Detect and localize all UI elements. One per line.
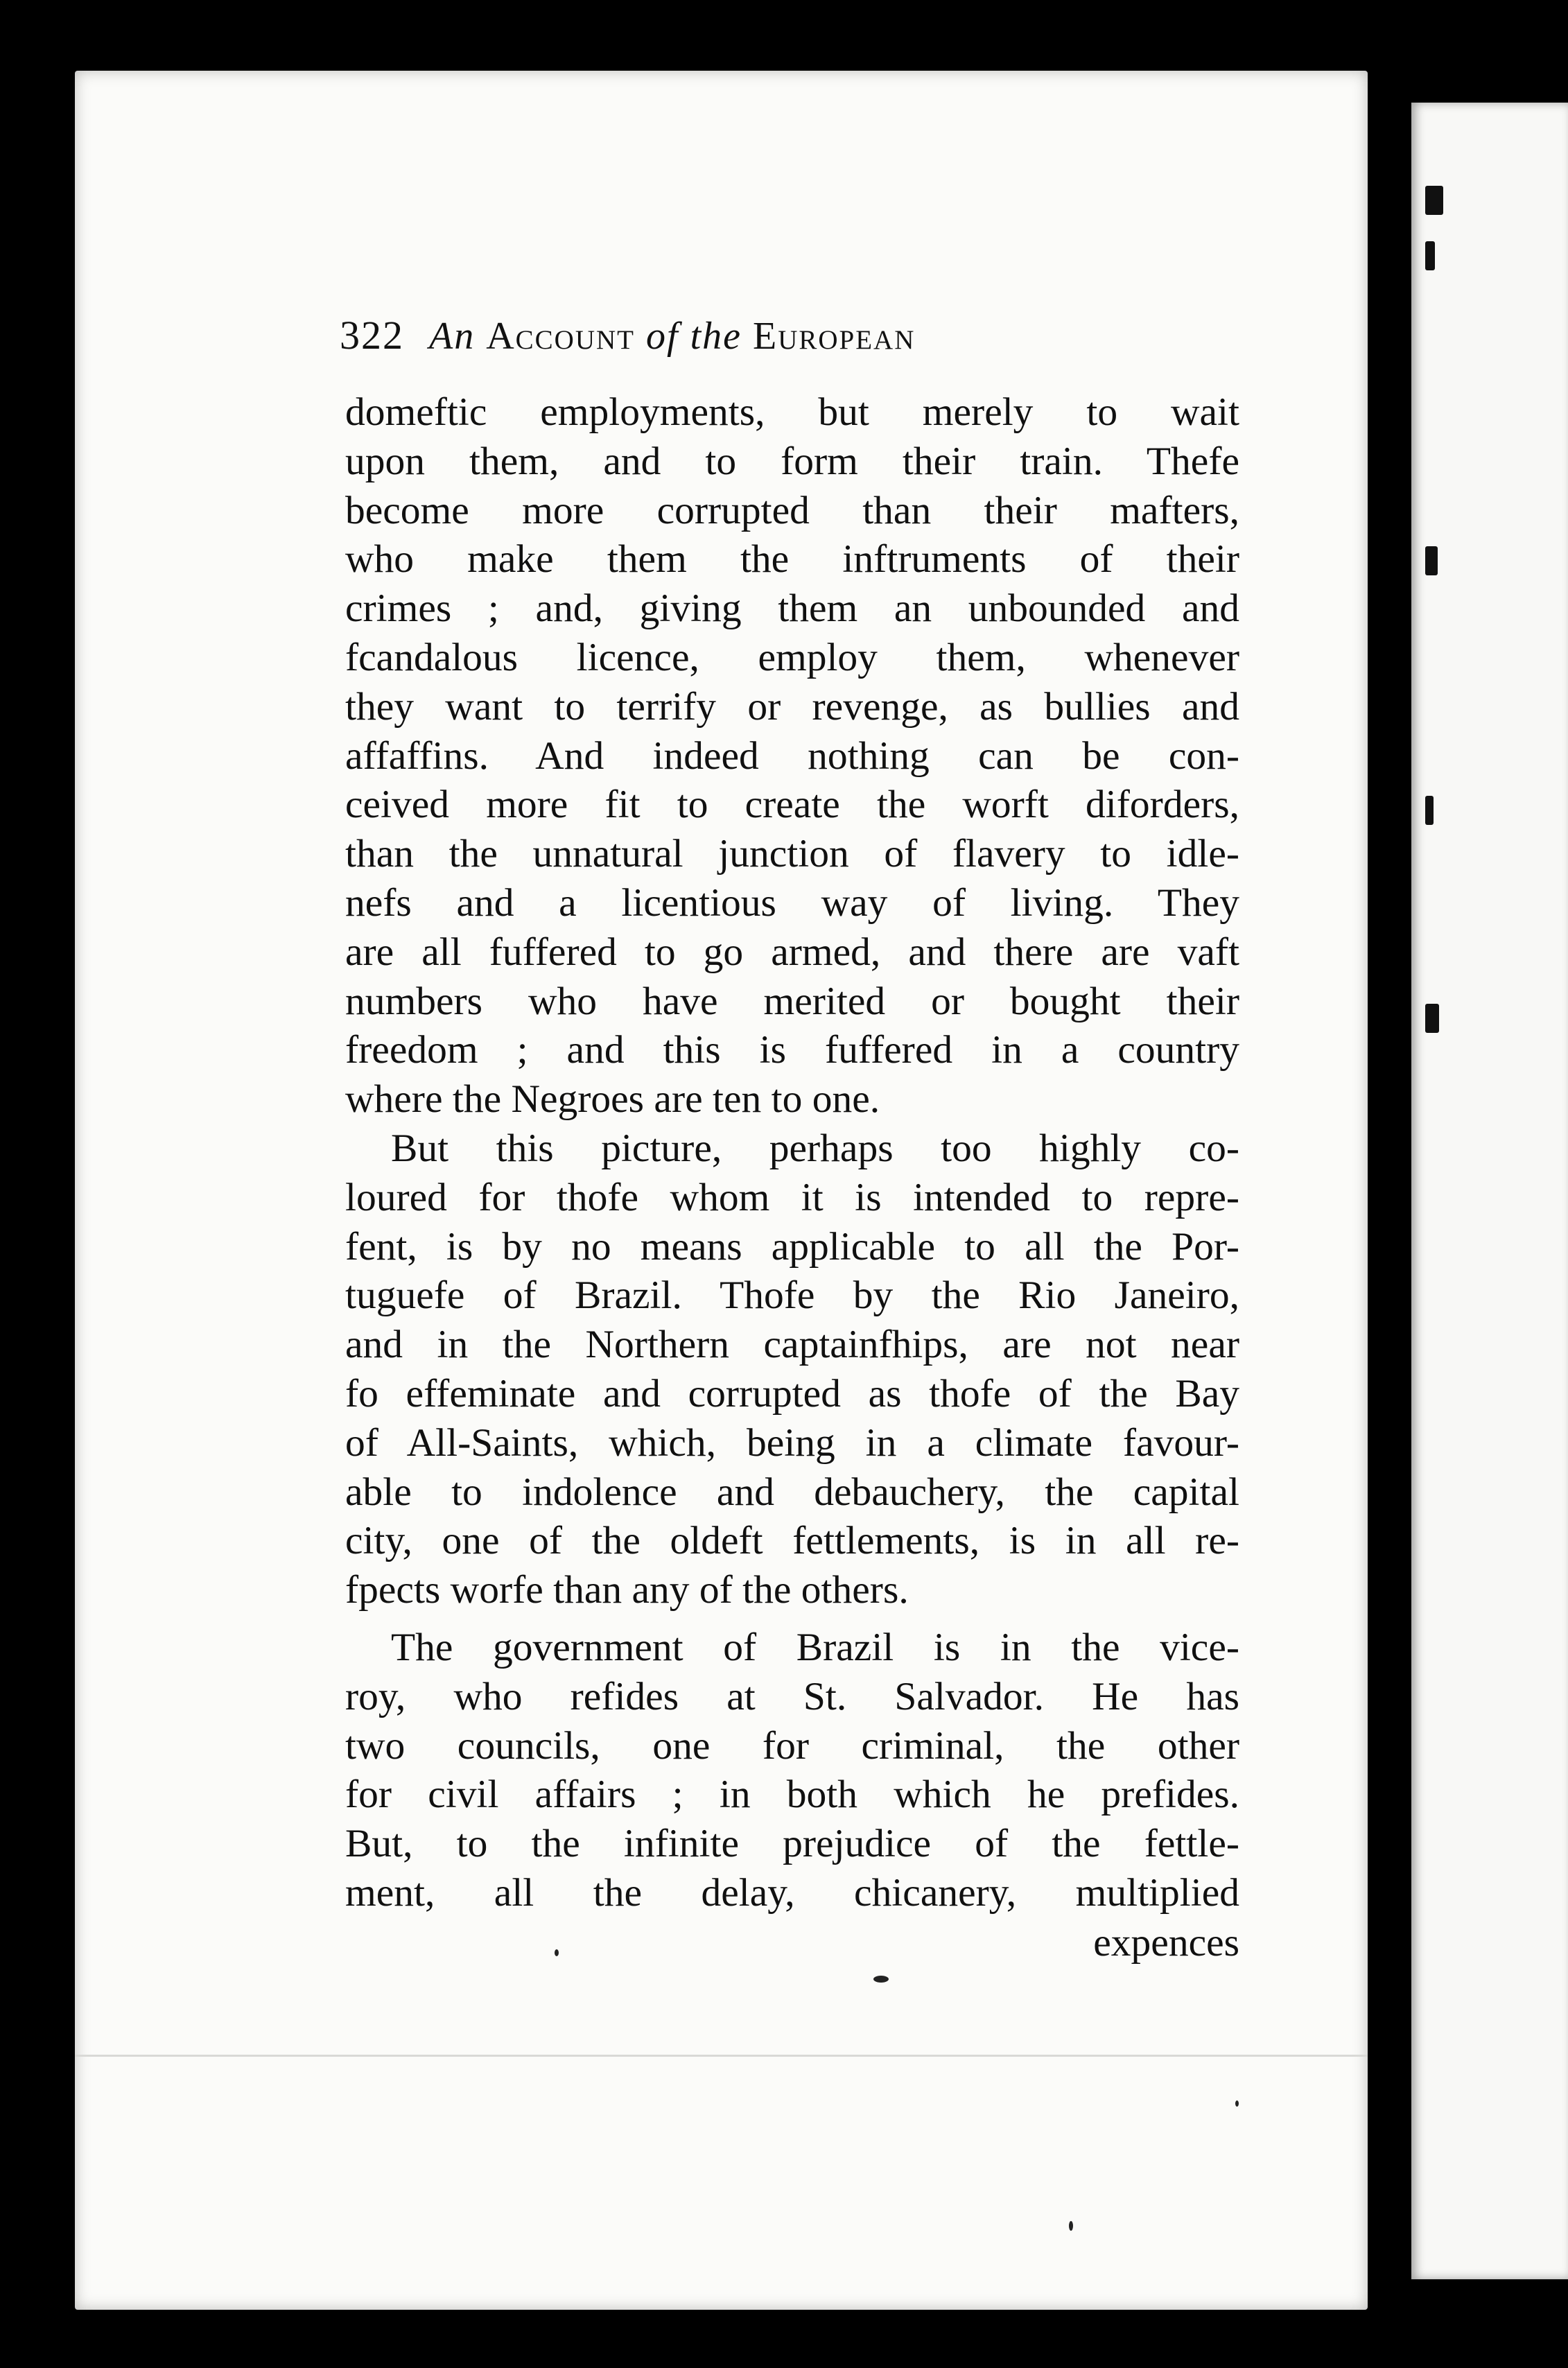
text-line: ment, all the delay, chicanery, multiplied	[345, 1870, 1239, 1915]
text-line: and in the Northern captainfhips, are not near	[345, 1323, 1239, 1367]
facing-page-glyph	[1425, 1004, 1439, 1033]
running-head-of-the: of the	[646, 315, 742, 358]
facing-page-edge	[1411, 103, 1568, 2279]
text-line: where the Negroes are ten to one.	[345, 1077, 880, 1122]
text-line: ceived more fit to create the worft diforders,	[345, 783, 1239, 827]
facing-page-glyph	[1425, 186, 1443, 215]
text-line: are all fuffered to go armed, and there are vaft	[345, 930, 1239, 974]
running-head	[340, 312, 1262, 367]
text-line: The government of Brazil is in the vice-	[391, 1625, 1239, 1669]
text-line: tuguefe of Brazil. Thofe by the Rio Janeiro,	[345, 1273, 1239, 1318]
text-line: affaffins. And indeed nothing can be con-	[345, 733, 1239, 778]
facing-page-glyph	[1425, 241, 1435, 270]
running-head-title	[429, 314, 915, 358]
page-number: 322	[340, 313, 404, 358]
text-line: able to indolence and debauchery, the capital	[345, 1470, 1239, 1514]
text-line: become more corrupted than their mafters,	[345, 488, 1239, 532]
text-line: who make them the inftruments of their	[345, 537, 1239, 582]
ink-speck	[1069, 2221, 1073, 2231]
text-line: they want to terrify or revenge, as bullies and	[345, 684, 1239, 729]
running-head-european: European	[753, 315, 916, 358]
ink-speck	[873, 1976, 889, 1983]
text-line: for civil affairs ; in both which he prefides.	[345, 1773, 1239, 1817]
facing-page-glyph	[1425, 796, 1434, 825]
text-line: upon them, and to form their train. Thefe	[345, 439, 1239, 483]
text-line: than the unnatural junction of flavery to idle-	[345, 832, 1239, 876]
running-head-an: An	[429, 315, 476, 358]
text-line: fpects worfe than any of the others.	[345, 1568, 909, 1612]
text-line: fent, is by no means applicable to all the Por-	[345, 1224, 1239, 1269]
text-line: numbers who have merited or bought their	[345, 979, 1239, 1023]
body-text	[345, 388, 1239, 1918]
running-head-account: Account	[486, 315, 636, 358]
text-line: fo effeminate and corrupted as thofe of the Bay	[345, 1371, 1239, 1416]
catchword: expences	[1093, 1921, 1239, 1965]
text-line: fcandalous licence, employ them, whenever	[345, 635, 1239, 679]
text-line: freedom ; and this is fuffered in a country	[345, 1028, 1239, 1072]
facing-page-glyph	[1425, 546, 1438, 575]
text-line: But, to the infinite prejudice of the fettle-	[345, 1822, 1239, 1866]
text-line: But this picture, perhaps too highly co-	[391, 1126, 1239, 1170]
text-line: crimes ; and, giving them an unbounded and	[345, 586, 1239, 631]
text-line: roy, who refides at St. Salvador. He has	[345, 1674, 1239, 1718]
text-line: two councils, one for criminal, the other	[345, 1723, 1239, 1768]
page-fold-line	[75, 2055, 1368, 2057]
text-line: domeftic employments, but merely to wait	[345, 390, 1239, 434]
text-line: city, one of the oldeft fettlements, is in all re-	[345, 1519, 1239, 1563]
text-line: loured for thofe whom it is intended to repre-	[345, 1175, 1239, 1219]
ink-speck	[1235, 2100, 1239, 2107]
text-line: nefs and a licentious way of living. They	[345, 880, 1239, 925]
ink-speck	[555, 1949, 559, 1956]
text-line: of All-Saints, which, being in a climate favour-	[345, 1420, 1239, 1465]
